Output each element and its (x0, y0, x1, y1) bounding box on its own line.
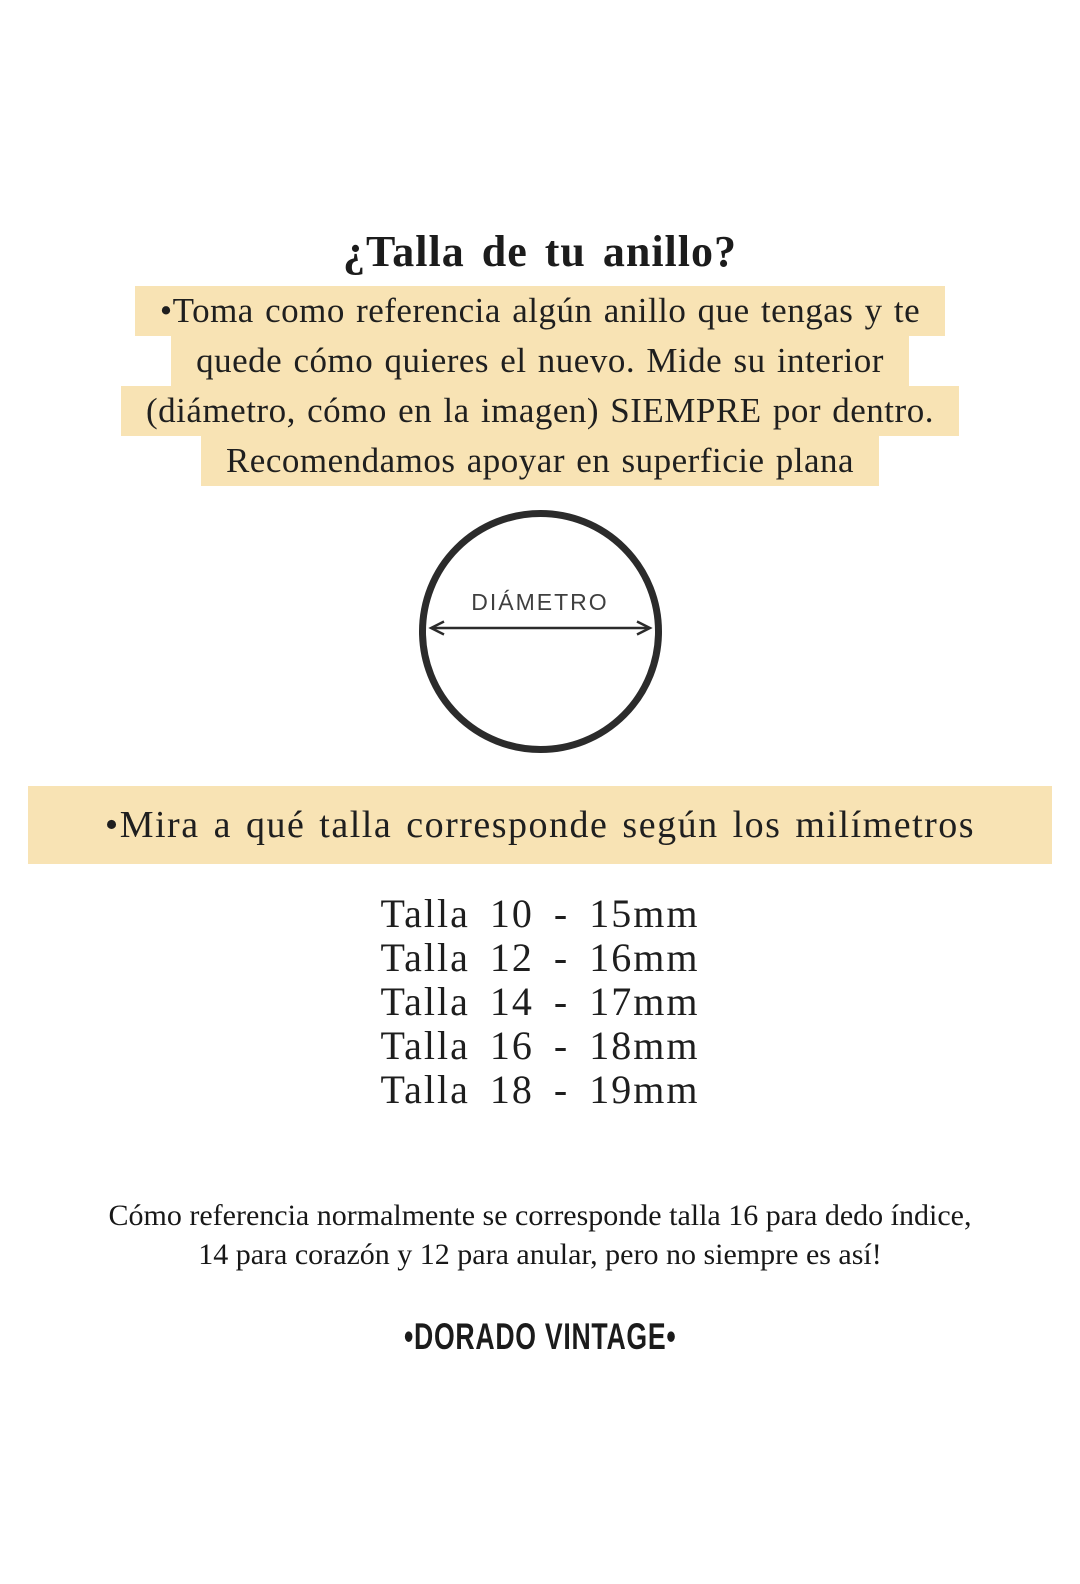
size-row: Talla 12 - 16mm (380, 935, 700, 980)
reference-note (0, 1196, 1080, 1274)
section-heading-text: •Mira a qué talla corresponde según los milímetros (104, 804, 976, 846)
size-row: Talla 16 - 18mm (380, 1023, 700, 1068)
note-line: Cómo referencia normalmente se corresponde talla 16 para dedo índice, (108, 1199, 972, 1232)
intro-line-text: quede cómo quieres el nuevo. Mide su interior (171, 336, 909, 386)
ring-diameter-diagram (0, 510, 1080, 753)
intro-line (0, 386, 1080, 436)
page-title: ¿Talla de tu anillo? (342, 227, 738, 276)
intro-line-text: (diámetro, cómo en la imagen) SIEMPRE por dentro. (121, 386, 959, 436)
size-row: Talla 18 - 19mm (380, 1067, 700, 1112)
diameter-label: DIÁMETRO (471, 589, 609, 615)
intro-paragraph (0, 286, 1080, 486)
intro-line-text: Recomendamos apoyar en superficie plana (201, 436, 879, 486)
intro-line (0, 436, 1080, 486)
size-row: Talla 10 - 15mm (380, 891, 700, 936)
intro-line (0, 336, 1080, 386)
brand-logo (0, 1316, 1080, 1358)
brand-text: •DORADO VINTAGE• (403, 1316, 677, 1357)
intro-line-text: •Toma como referencia algún anillo que tengas y te (135, 286, 945, 336)
size-row: Talla 14 - 17mm (380, 979, 700, 1024)
intro-line (0, 286, 1080, 336)
ring-circle (419, 510, 662, 753)
size-list (0, 892, 1080, 1112)
diameter-arrow-icon (426, 619, 655, 637)
section-heading-band (28, 786, 1052, 864)
note-line: 14 para corazón y 12 para anular, pero no siempre es así! (198, 1238, 882, 1271)
